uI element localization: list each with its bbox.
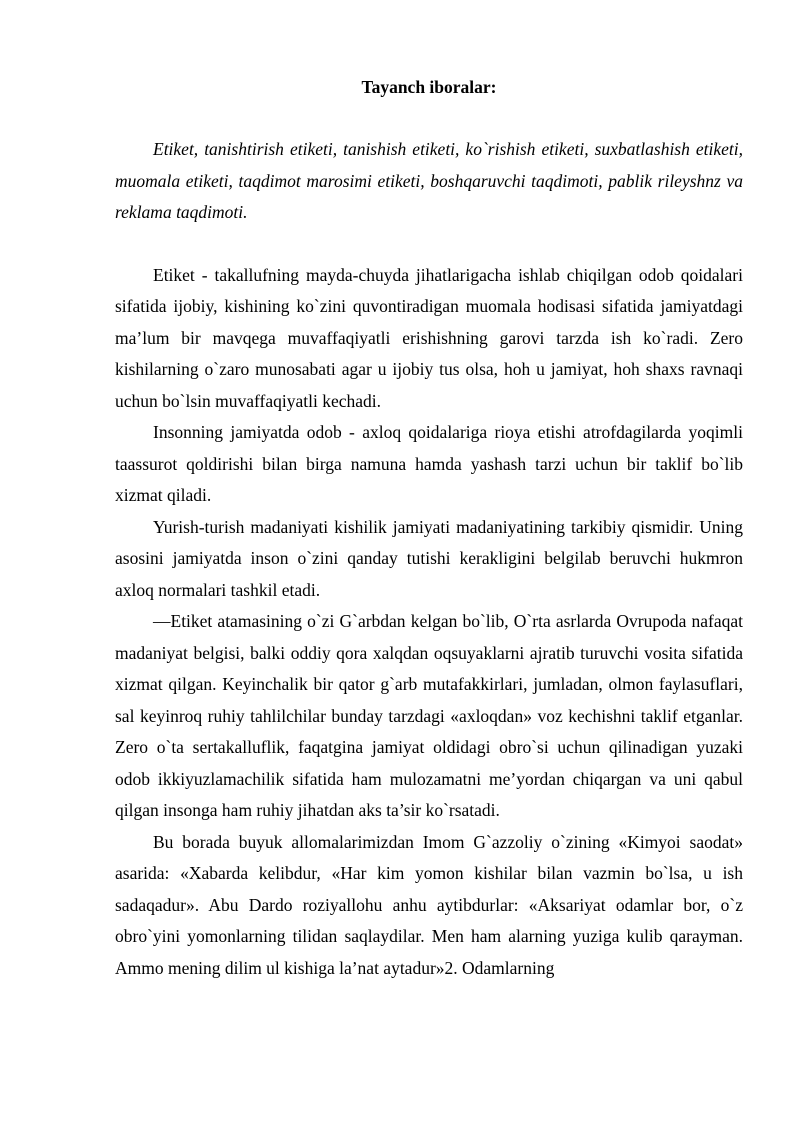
body-paragraph-1: Etiket - takallufning mayda-chuyda jihatlarigacha ishlab chiqilgan odob qoidalari sifatida ijobiy, kishining ko`zini quvontiradigan muomala hodisasi sifatida jamiyatdagi ma’lum bir mavqega muvaffaqiyatli erishishning garovi tarzda ish ko`radi. Zero kishilarning o`zaro munosabati agar u ijobiy tus olsa, hoh u jamiyat, hoh shaxs ravnaqi uchun bo`lsin muvaffaqiyatli kechadi.	[115, 264, 743, 411]
page-title: Tayanch iboralar:	[361, 77, 497, 97]
body-paragraph-2: Insonning jamiyatda odob - axloq qoidalariga rioya etishi atrofdagilarda yoqimli taassurot qoldirishi bilan birga namuna hamda yashash tarzi uchun bir taklif bo`lib xizmat qiladi.	[115, 422, 743, 505]
keywords-paragraph: Etiket, tanishtirish etiketi, tanishish etiketi, ko`rishish etiketi, suxbatlashish etiketi, muomala etiketi, taqdimot marosimi etiketi, boshqaruvchi taqdimoti, pablik rileyshnz va reklama taqdimoti.	[115, 139, 743, 222]
body-paragraph-3: Yurish-turish madaniyati kishilik jamiyati madaniyatining tarkibiy qismidir. Uning asosini jamiyatda inson o`zini qanday tutishi kerakligini belgilab beruvchi hukmron axloq normalari tashkil etadi.	[115, 516, 743, 600]
body-paragraph-5: Bu borada buyuk allomalarimizdan Imom G`azzoliy o`zining «Kimyoi saodat» asarida: «Xabarda kelibdur, «Har kim yomon kishilar bilan vazmin bo`lsa, u ish sadaqadur». Abu Dardo roziyallohu anhu aytibdurlar: «Aksariyat odamlar bor, o`z obro`yini yomonlarning tilidan saqlaydilar. Men ham alarning yuziga kulib qarayman. Ammo mening dilim ul kishiga la’nat aytadur»2. Odamlarning	[115, 831, 743, 978]
body-paragraph-4: ―Etiket atamasining o`zi G`arbdan kelgan bo`lib, O`rta asrlarda Ovrupoda nafaqat madaniyat belgisi, balki oddiy qora xalqdan oqsuyaklarni ajratib turuvchi vosita sifatida xizmat qilgan. Keyinchalik bir qator g`arb mutafakkirlari, jumladan, olmon faylasuflari, sal keyinroq ruhiy tahlilchilar bunday tarzdagi «axloqdan» voz kechishni taklif etganlar. Zero o`ta sertakalluflik, faqatgina jamiyat oldidagi obro`si uchun qilinadigan yuzaki odob ikkiyuzlamachilik sifatida ham mulozamatni me’yordan chiqargan va uni qabul qilgan insonga ham ruhiy jihatdan aks ta’sir ko`rsatadi.	[115, 611, 743, 820]
